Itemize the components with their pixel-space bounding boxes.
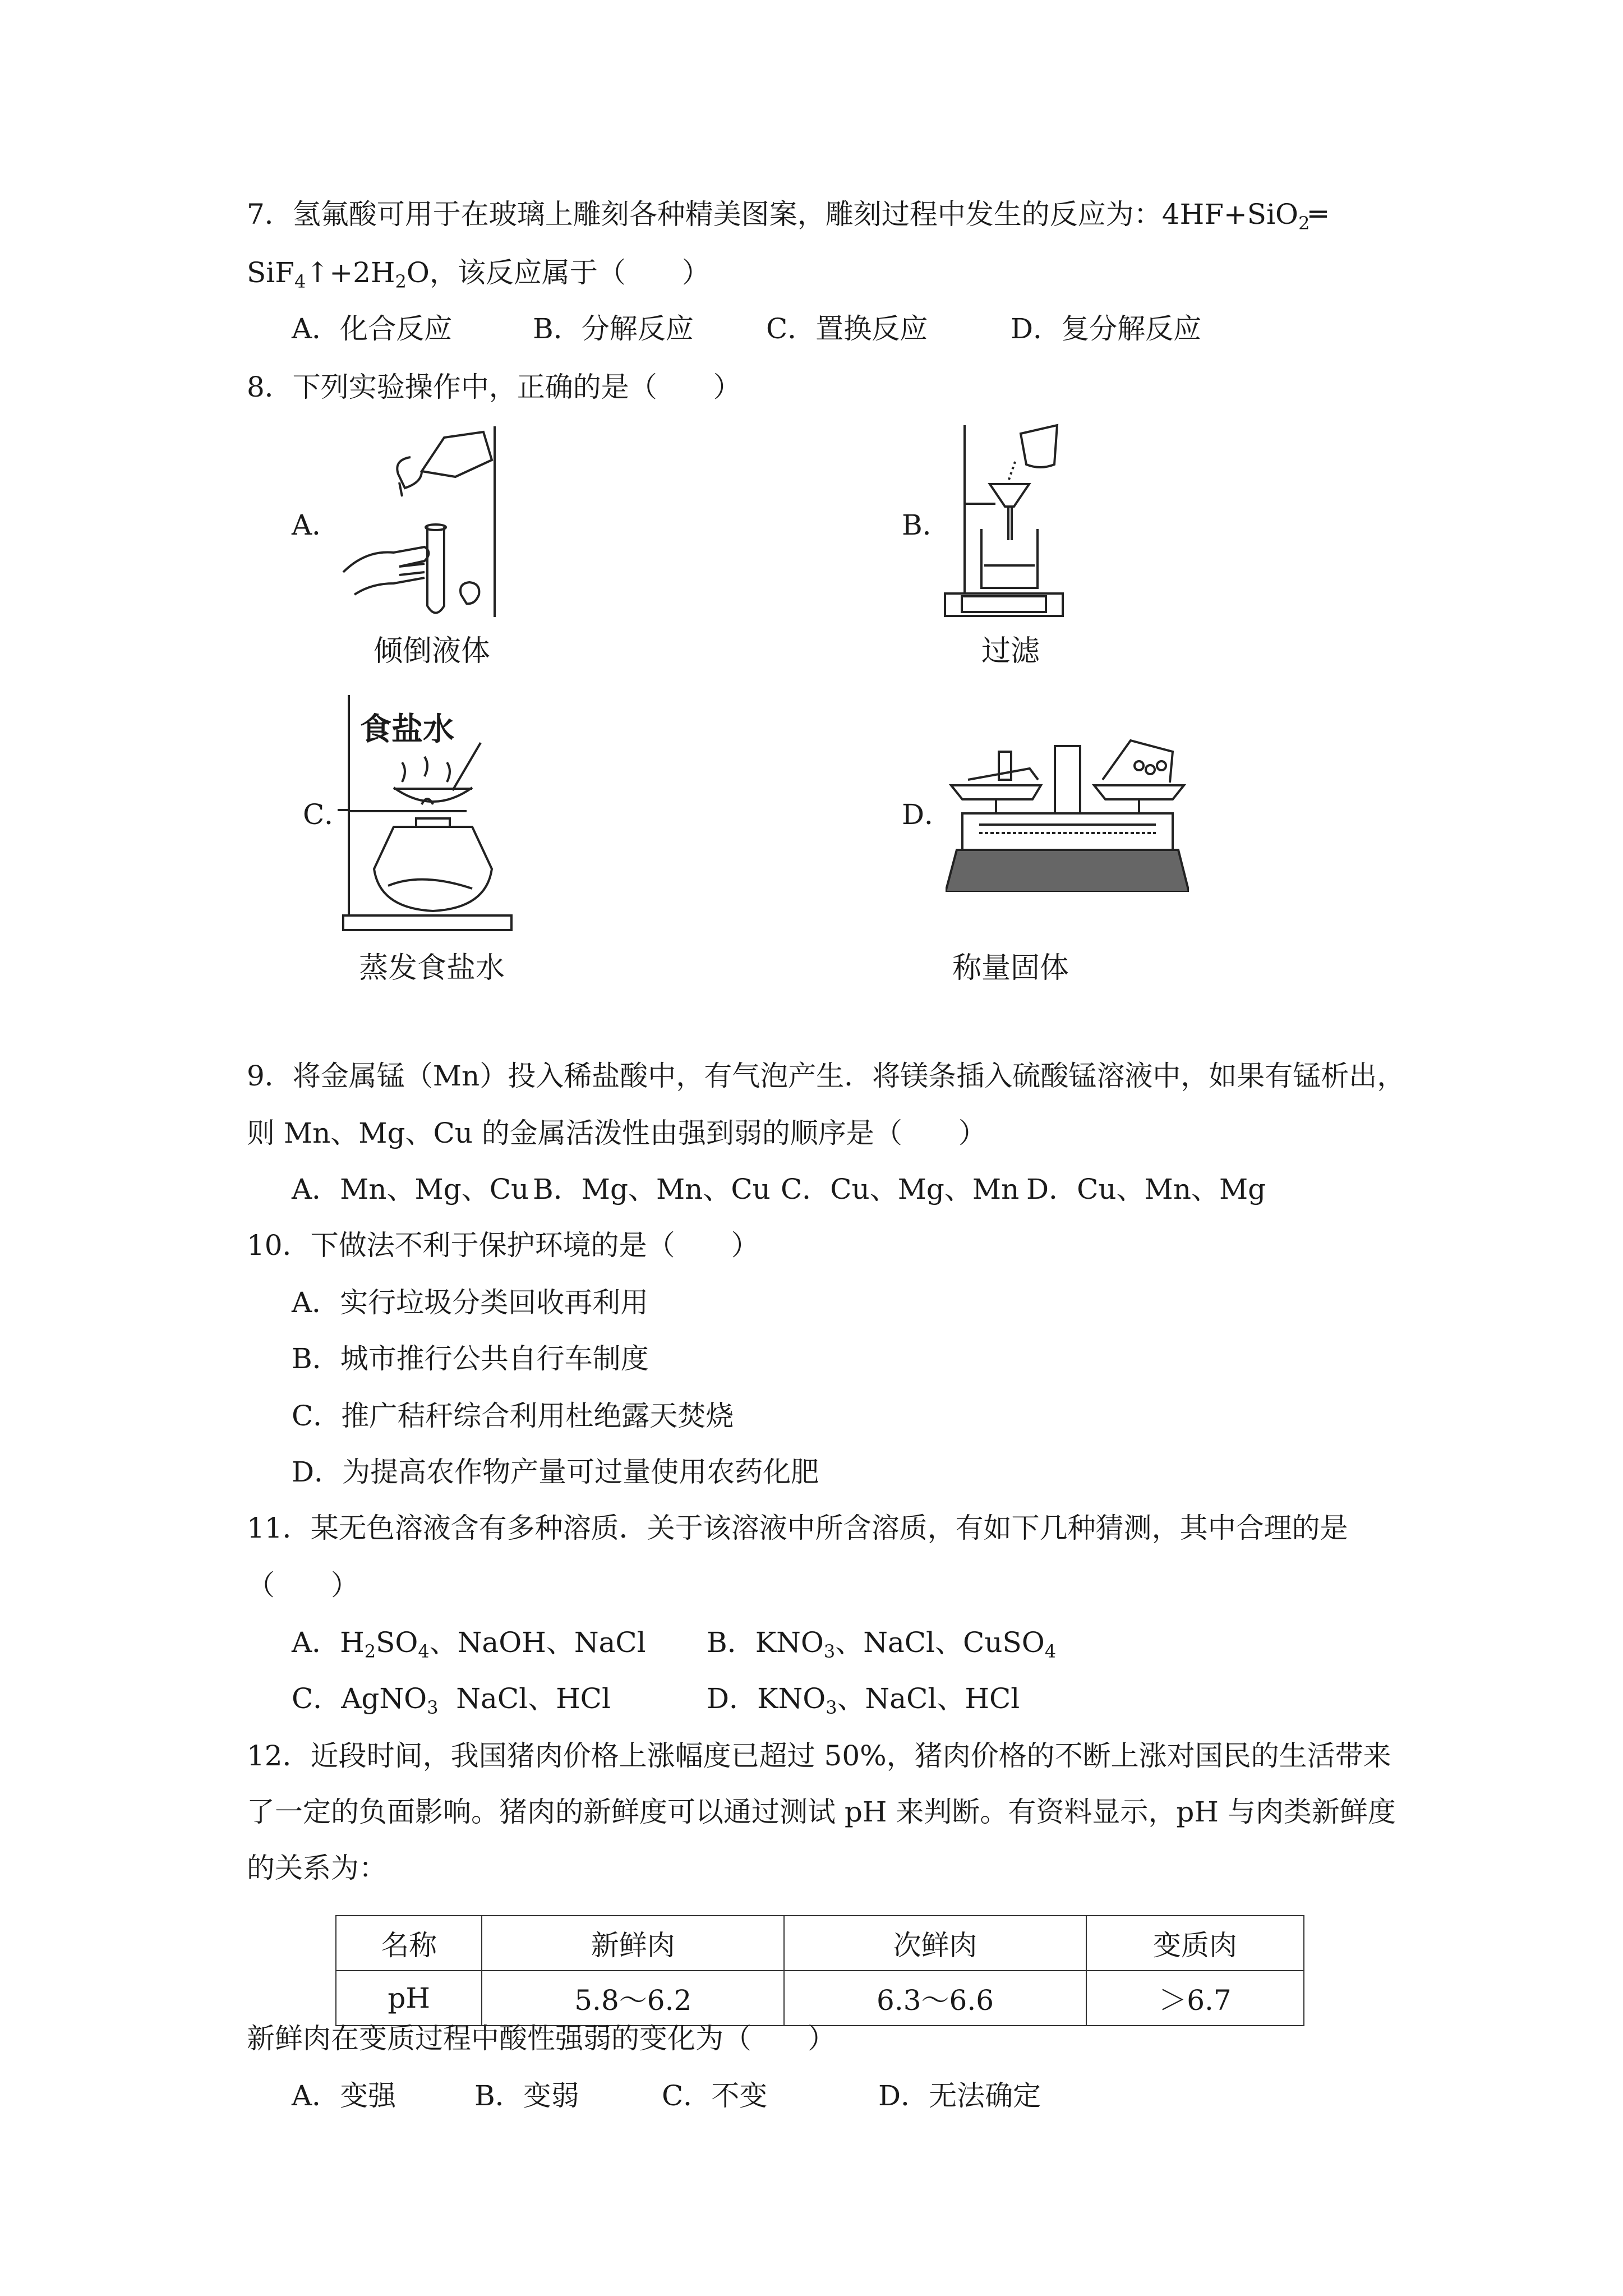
q11-option-a[interactable]: A．$H_2SO_4$、NaOH、NaCl xyxy=(292,1626,646,1662)
balance-weighing-diagram xyxy=(946,729,1189,892)
q9-option-d[interactable]: D．Cu、Mn、Mg xyxy=(1026,1173,1266,1205)
q10-option-b[interactable]: B．城市推行公共自行车制度 xyxy=(292,1342,649,1375)
q10-option-c[interactable]: C．推广秸秆综合利用杜绝露天焚烧 xyxy=(292,1400,734,1432)
q9-option-b[interactable]: B．Mg、Mn、Cu xyxy=(533,1173,771,1205)
q12-stem-line3: 的关系为： xyxy=(247,1852,387,1884)
q12-stem-line2: 了一定的负面影响。猪肉的新鲜度可以通过测试 pH 来判断。有资料显示，pH 与肉类新鲜度 xyxy=(247,1796,1396,1828)
q11-option-d[interactable]: D．$KNO_3$、NaCl、HCl xyxy=(707,1682,1020,1718)
q11-stem-line2: （ ） xyxy=(247,1569,359,1602)
q9-option-a[interactable]: A．Mn、Mg、Cu xyxy=(292,1173,529,1205)
q8-option-b-caption: 过滤 xyxy=(981,634,1040,668)
table-row xyxy=(336,1971,1304,2026)
q11-option-c[interactable]: C．AgNO$_3$ NaCl、HCl xyxy=(292,1682,611,1718)
q7-stem-line1: 7．氢氟酸可用于在玻璃上雕刻各种精美图案，雕刻过程中发生的反应为：4HF+SiO$_2$═ xyxy=(247,198,1327,234)
q10-stem: 10．下做法不利于保护环境的是（ ） xyxy=(247,1229,759,1262)
ph-freshness-table xyxy=(335,1915,1304,2026)
table-cell: 变质肉 xyxy=(1086,1916,1304,1971)
q8-option-c-caption: 蒸发食盐水 xyxy=(358,951,505,985)
table-cell: 名称 xyxy=(336,1916,482,1971)
q12-stem-line1: 12．近段时间，我国猪肉价格上涨幅度已超过 50%，猪肉价格的不断上涨对国民的生活带来 xyxy=(247,1740,1391,1772)
table-cell: ＞6.7 xyxy=(1086,1971,1304,2026)
table-cell: 次鲜肉 xyxy=(784,1916,1086,1971)
q8-option-d-label[interactable]: D． xyxy=(902,798,953,831)
table-cell: 5.8～6.2 xyxy=(482,1971,784,2026)
q11-stem-line1: 11．某无色溶液含有多种溶质．关于该溶液中所含溶质，有如下几种猜测，其中合理的是 xyxy=(247,1512,1348,1544)
q11-option-b[interactable]: B．$KNO_3$、NaCl、CuSO$_4$ xyxy=(707,1626,1057,1662)
q12-stem-line4: 新鲜肉在变质过程中酸性强弱的变化为（ ） xyxy=(247,2022,836,2055)
q8-option-c-label[interactable]: C． xyxy=(303,798,353,831)
q9-option-c[interactable]: C．Cu、Mg、Mn xyxy=(781,1173,1020,1205)
filtration-diagram xyxy=(942,420,1066,619)
pouring-liquid-diagram xyxy=(332,426,511,617)
table-cell: 6.3～6.6 xyxy=(784,1971,1086,2026)
q12-option-a[interactable]: A．变强 xyxy=(292,2079,396,2112)
q10-option-d[interactable]: D．为提高农作物产量可过量使用农药化肥 xyxy=(292,1456,819,1488)
q7-option-d[interactable]: D．复分解反应 xyxy=(1011,312,1202,345)
q12-option-d[interactable]: D．无法确定 xyxy=(878,2079,1041,2112)
table-cell: 新鲜肉 xyxy=(482,1916,784,1971)
q9-stem-line2: 则 Mn、Mg、Cu 的金属活泼性由强到弱的顺序是（ ） xyxy=(247,1117,986,1149)
q7-stem-line2: $SiF_4↑+2H_2O$，该反应属于（ ） xyxy=(247,256,710,292)
table-cell: pH xyxy=(336,1971,482,2026)
table-header-row xyxy=(336,1916,1304,1971)
evaporation-diagram xyxy=(338,692,517,933)
q10-option-a[interactable]: A．实行垃圾分类回收再利用 xyxy=(292,1286,649,1319)
q12-option-c[interactable]: C．不变 xyxy=(662,2079,768,2112)
q7-option-c[interactable]: C．置换反应 xyxy=(766,312,928,345)
q8-c-diagram-text: 食盐水 xyxy=(360,711,454,748)
q8-option-b-label[interactable]: B． xyxy=(902,509,951,541)
q8-option-a-caption: 倾倒液体 xyxy=(373,634,490,668)
q8-option-a-label[interactable]: A． xyxy=(292,509,340,541)
q8-stem: 8．下列实验操作中，正确的是（ ） xyxy=(247,371,741,403)
q12-option-b[interactable]: B．变弱 xyxy=(474,2079,579,2112)
q7-option-b[interactable]: B．分解反应 xyxy=(533,312,694,345)
q8-option-d-caption: 称量固体 xyxy=(952,951,1069,985)
q9-stem-line1: 9．将金属锰（Mn）投入稀盐酸中，有气泡产生．将镁条插入硫酸锰溶液中，如果有锰析出， xyxy=(247,1060,1405,1092)
q7-option-a[interactable]: A．化合反应 xyxy=(292,312,453,345)
